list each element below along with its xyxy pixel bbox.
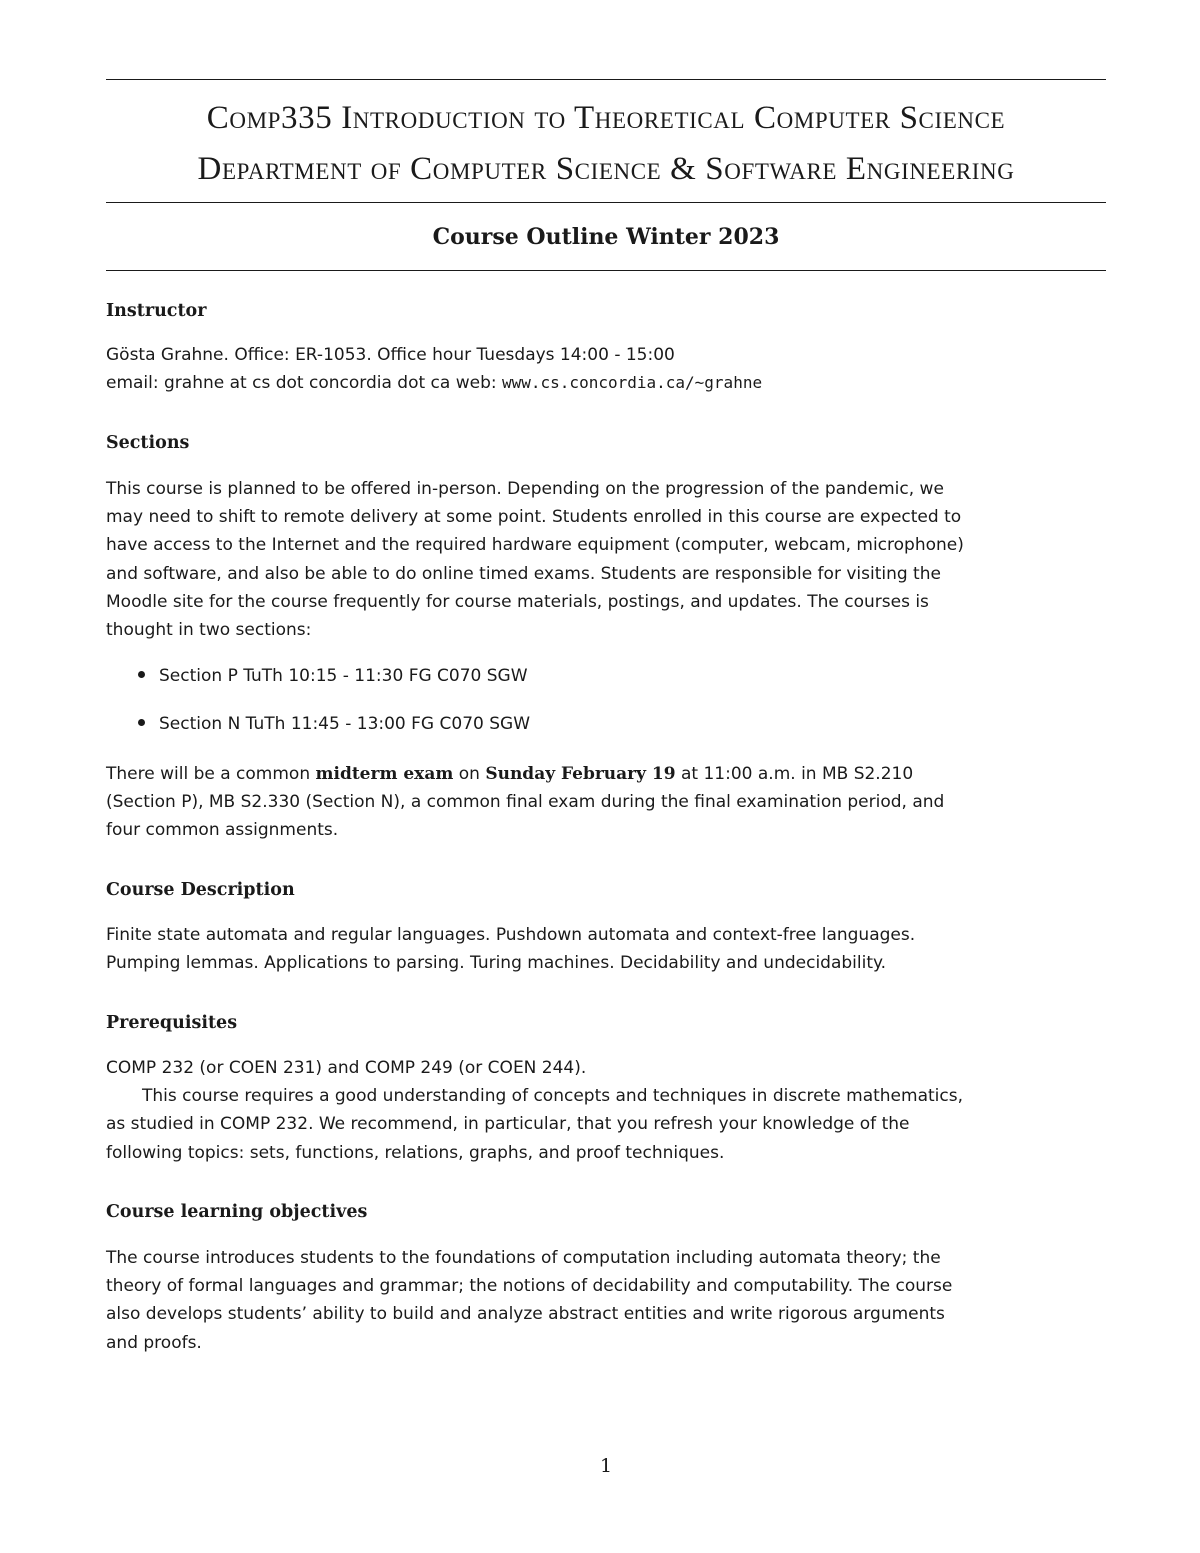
prerequisites-line: COMP 232 (or COEN 231) and COMP 249 (or COEN 244). <box>106 1058 587 1078</box>
exam-line: (Section P), MB S2.330 (Section N), a common final exam during the final examination period, and <box>106 792 945 813</box>
list-item <box>138 668 528 685</box>
prerequisites-line: following topics: sets, functions, relations, graphs, and proof techniques. <box>106 1142 725 1163</box>
exam-text: on <box>453 764 486 784</box>
bullet-icon <box>138 671 145 678</box>
description-text <box>106 921 1106 977</box>
section-p-text: Section P TuTh 10:15 - 11:30 FG C070 SGW <box>159 666 528 686</box>
course-title: Comp335 Introduction to Theoretical Computer Science <box>206 100 1006 136</box>
exam-text: There will be a common <box>106 764 316 784</box>
sections-intro-line: thought in two sections: <box>106 620 312 641</box>
contact-line <box>106 369 1106 397</box>
email-text: email: grahne at cs dot concordia dot ca web: <box>106 373 502 394</box>
objectives-line: also develops students’ ability to build and analyze abstract entities and write rigorous arguments <box>106 1304 945 1325</box>
prerequisites-line: as studied in COMP 232. We recommend, in particular, that you refresh your knowledge of the <box>106 1114 910 1135</box>
page-number: 1 <box>599 1455 613 1477</box>
objectives-heading: Course learning objectives <box>106 1202 368 1222</box>
sections-intro <box>106 475 1106 644</box>
description-line: Pumping lemmas. Applications to parsing. Turing machines. Decidability and undecidability. <box>106 953 887 974</box>
exam-line <box>106 760 1106 788</box>
objectives-line: The course introduces students to the foundations of computation including automata theory; the <box>106 1248 941 1268</box>
bullet-icon <box>138 719 145 726</box>
exam-text: at 11:00 a.m. in MB S2.210 <box>675 764 914 784</box>
instructor-info <box>106 341 1106 397</box>
sections-intro-line: and software, and also be able to do online timed exams. Students are responsible for visiting the <box>106 563 941 584</box>
sections-intro-line: have access to the Internet and the required hardware equipment (computer, webcam, microphone) <box>106 535 964 556</box>
exam-line: four common assignments. <box>106 820 339 841</box>
sections-intro-line: may need to shift to remote delivery at some point. Students enrolled in this course are expected to <box>106 507 962 528</box>
prerequisites-text <box>106 1054 1106 1167</box>
objectives-text <box>106 1244 1106 1357</box>
sections-intro-line: This course is planned to be offered in-person. Depending on the progression of the pandemic, we <box>106 479 944 499</box>
prerequisites-line <box>106 1082 1106 1110</box>
bottom-rule <box>106 270 1106 271</box>
list-item <box>138 716 530 733</box>
description-line: Finite state automata and regular languages. Pushdown automata and context-free languages. <box>106 925 916 945</box>
description-heading: Course Description <box>106 880 295 900</box>
sections-intro-line: Moodle site for the course frequently for course materials, postings, and updates. The courses is <box>106 591 929 612</box>
section-n-text: Section N TuTh 11:45 - 13:00 FG C070 SGW <box>159 714 531 734</box>
top-rule <box>106 79 1106 80</box>
outline-title: Course Outline Winter 2023 <box>432 224 780 250</box>
department-title: Department of Computer Science & Software Engineering <box>197 151 1015 187</box>
instructor-heading: Instructor <box>106 301 207 321</box>
midterm-label: midterm exam <box>315 764 454 784</box>
sections-heading: Sections <box>106 433 190 453</box>
objectives-line: theory of formal languages and grammar; the notions of decidability and computability. The course <box>106 1276 953 1297</box>
exam-paragraph <box>106 760 1106 845</box>
prerequisites-heading: Prerequisites <box>106 1013 238 1033</box>
instructor-line: Gösta Grahne. Office: ER-1053. Office hour Tuesdays 14:00 - 15:00 <box>106 345 675 365</box>
midterm-date: Sunday February 19 <box>485 764 676 784</box>
objectives-line: and proofs. <box>106 1332 202 1353</box>
prerequisites-line-text: This course requires a good understanding of concepts and techniques in discrete mathematics, <box>142 1086 963 1107</box>
web-link[interactable]: www.cs.concordia.ca/~grahne <box>502 373 763 393</box>
middle-rule <box>106 202 1106 203</box>
